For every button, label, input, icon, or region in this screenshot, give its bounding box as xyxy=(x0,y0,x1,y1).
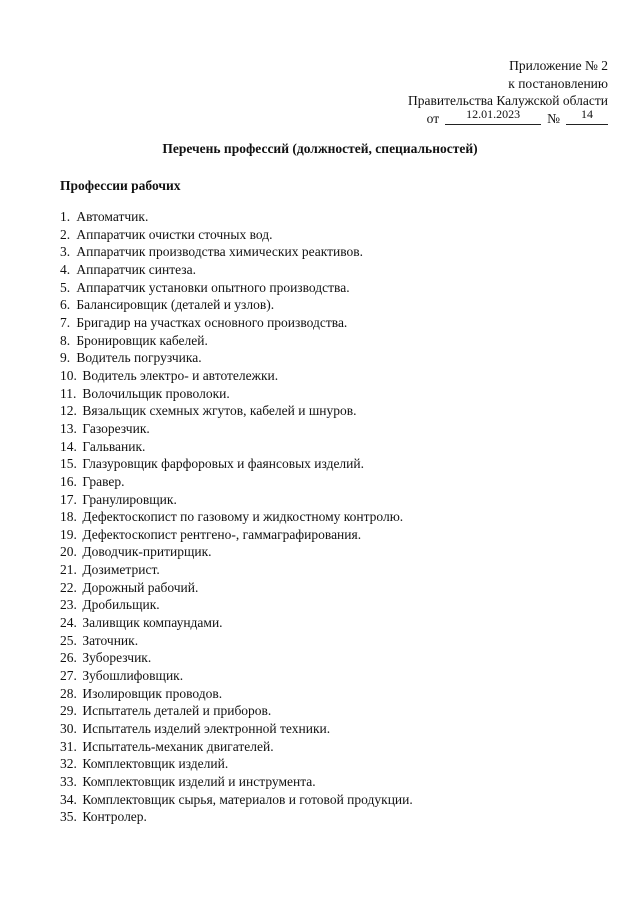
decree-number: 14 xyxy=(581,106,593,121)
list-item xyxy=(60,561,413,579)
list-item xyxy=(60,279,413,297)
list-item-text: Гравер. xyxy=(82,473,125,489)
list-item xyxy=(60,296,413,314)
list-item-number: 5. xyxy=(60,279,71,295)
list-item-text: Заливщик компаундами. xyxy=(82,615,223,631)
list-item-text: Дробильщик. xyxy=(82,597,160,613)
list-item-text: Автоматчик. xyxy=(76,209,149,224)
list-item-number: 10. xyxy=(60,367,77,383)
list-item xyxy=(60,808,413,826)
list-item xyxy=(60,755,413,773)
list-item xyxy=(60,791,413,809)
list-item-text: Волочильщик проволоки. xyxy=(82,385,230,401)
list-item-text: Водитель погрузчика. xyxy=(76,350,202,366)
appendix-line-1: Приложение № 2 xyxy=(509,58,608,73)
list-item xyxy=(60,261,413,279)
list-item-number: 31. xyxy=(60,738,77,754)
list-item xyxy=(60,579,413,597)
list-item-number: 8. xyxy=(60,332,71,348)
list-item xyxy=(60,455,413,473)
list-item-number: 3. xyxy=(60,244,71,260)
list-item xyxy=(60,349,413,367)
list-item-number: 2. xyxy=(60,226,71,242)
list-item-number: 17. xyxy=(60,491,77,507)
list-item xyxy=(60,685,413,703)
list-item-number: 30. xyxy=(60,721,77,737)
list-item-text: Аппаратчик производства химических реактивов. xyxy=(76,244,363,260)
list-item-number: 15. xyxy=(60,456,77,472)
list-item-text: Изолировщик проводов. xyxy=(82,685,223,701)
list-item-number: 22. xyxy=(60,579,77,595)
list-item-number: 34. xyxy=(60,791,77,807)
list-item-number: 33. xyxy=(60,774,77,789)
list-item xyxy=(60,773,413,791)
list-item-number: 7. xyxy=(60,314,71,330)
list-item-number: 14. xyxy=(60,438,77,454)
list-item xyxy=(60,226,413,244)
date-field xyxy=(445,106,541,125)
document-title: Перечень профессий (должностей, специальностей) xyxy=(162,141,478,156)
list-item xyxy=(60,702,413,720)
list-item xyxy=(60,314,413,332)
list-item-text: Зубошлифовщик. xyxy=(82,668,184,684)
list-item-text: Доводчик-притирщик. xyxy=(82,544,212,560)
list-item-number: 21. xyxy=(60,562,77,578)
list-item-number: 20. xyxy=(60,544,77,560)
list-item-text: Дефектоскопист по газовому и жидкостному контролю. xyxy=(82,509,404,525)
list-item-number: 9. xyxy=(60,350,71,366)
list-item-text: Гранулировщик. xyxy=(82,491,177,507)
list-item-text: Испытатель-механик двигателей. xyxy=(82,738,274,754)
list-item-text: Гальваник. xyxy=(82,438,146,454)
list-item xyxy=(60,632,413,650)
list-item-number: 35. xyxy=(60,809,77,825)
list-item xyxy=(60,526,413,544)
list-item-number: 12. xyxy=(60,403,77,419)
list-item-text: Комплектовщик изделий и инструмента. xyxy=(82,774,316,789)
list-item-text: Комплектовщик изделий. xyxy=(82,756,229,772)
list-item-number: 26. xyxy=(60,650,77,666)
list-item-text: Испытатель изделий электронной техники. xyxy=(82,721,331,737)
list-item xyxy=(60,491,413,509)
list-item-number: 13. xyxy=(60,420,77,436)
list-item-number: 19. xyxy=(60,526,77,542)
decree-reference xyxy=(408,106,608,128)
appendix-line-2: к постановлению xyxy=(508,75,608,91)
list-item-number: 29. xyxy=(60,703,77,719)
appendix-block xyxy=(408,57,608,127)
list-item-number: 6. xyxy=(60,297,71,313)
list-item xyxy=(60,402,413,420)
list-item-text: Контролер. xyxy=(82,809,147,825)
number-field xyxy=(566,106,608,125)
list-item-text: Балансировщик (деталей и узлов). xyxy=(76,297,275,313)
list-item xyxy=(60,720,413,738)
list-item-number: 25. xyxy=(60,632,77,648)
list-item-number: 18. xyxy=(60,509,77,525)
list-item xyxy=(60,738,413,756)
list-item-number: 23. xyxy=(60,597,77,613)
list-item-text: Аппаратчик очистки сточных вод. xyxy=(76,226,273,242)
list-item xyxy=(60,614,413,632)
list-item-number: 24. xyxy=(60,615,77,631)
list-item xyxy=(60,385,413,403)
list-item xyxy=(60,473,413,491)
list-item-text: Заточник. xyxy=(82,632,139,648)
list-item-text: Бригадир на участках основного производства. xyxy=(76,314,348,330)
list-item xyxy=(60,367,413,385)
list-item-number: 28. xyxy=(60,685,77,701)
list-item-text: Аппаратчик синтеза. xyxy=(76,261,197,277)
list-item-text: Испытатель деталей и приборов. xyxy=(82,703,272,719)
list-item-number: 32. xyxy=(60,756,77,772)
list-item-text: Дозиметрист. xyxy=(82,562,160,578)
list-item-text: Глазуровщик фарфоровых и фаянсовых изделий. xyxy=(82,456,364,472)
section-heading: Профессии рабочих xyxy=(60,178,181,193)
list-item xyxy=(60,596,413,614)
list-item xyxy=(60,332,413,350)
list-item xyxy=(60,667,413,685)
list-item-text: Бронировщик кабелей. xyxy=(76,332,208,348)
appendix-line-3: Правительства Калужской области xyxy=(407,93,608,108)
list-item-text: Газорезчик. xyxy=(82,420,150,436)
list-item-text: Водитель электро- и автотележки. xyxy=(82,367,279,383)
list-item-text: Комплектовщик сырья, материалов и готовой продукции. xyxy=(82,791,413,807)
decree-date: 12.01.2023 xyxy=(466,106,521,121)
list-item-number: 16. xyxy=(60,473,77,489)
list-item-number: 11. xyxy=(60,385,77,401)
list-item xyxy=(60,438,413,456)
from-label: от xyxy=(426,110,440,126)
profession-list xyxy=(60,208,413,826)
list-item xyxy=(60,543,413,561)
list-item-text: Дефектоскопист рентгено-, гаммаграфирования. xyxy=(82,526,362,542)
list-item xyxy=(60,243,413,261)
list-item-number: 1. xyxy=(60,209,71,224)
list-item-text: Дорожный рабочий. xyxy=(82,579,199,595)
list-item xyxy=(60,649,413,667)
list-item xyxy=(60,420,413,438)
list-item-text: Зуборезчик. xyxy=(82,650,152,666)
list-item xyxy=(60,208,413,226)
list-item-text: Вязальщик схемных жгутов, кабелей и шнуров. xyxy=(82,403,357,419)
list-item xyxy=(60,508,413,526)
list-item-number: 27. xyxy=(60,668,77,684)
number-label: № xyxy=(547,110,560,126)
list-item-number: 4. xyxy=(60,261,71,277)
list-item-text: Аппаратчик установки опытного производства. xyxy=(76,279,350,295)
